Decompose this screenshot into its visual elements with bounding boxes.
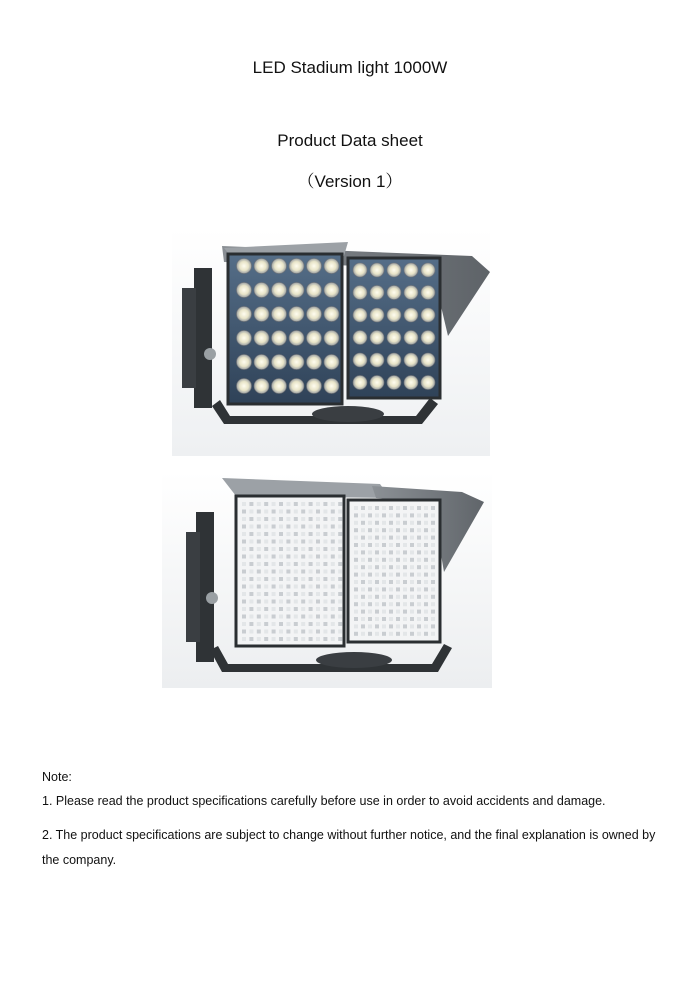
page-title: LED Stadium light 1000W (252, 58, 448, 77)
note-item-1: 1. Please read the product specifications carefully before use in order to avoid accidents and damage. (42, 794, 606, 808)
product-photo-chip (162, 472, 492, 688)
version-label: （Version 1） (297, 172, 403, 191)
notes-section (42, 770, 672, 884)
product-photo-lens (172, 228, 490, 456)
note-item-2: 2. The product specifications are subject to change without further notice, and the final explanation is owned by the company. (42, 828, 656, 867)
notes-label: Note: (42, 770, 72, 784)
page-subtitle: Product Data sheet (277, 131, 423, 150)
